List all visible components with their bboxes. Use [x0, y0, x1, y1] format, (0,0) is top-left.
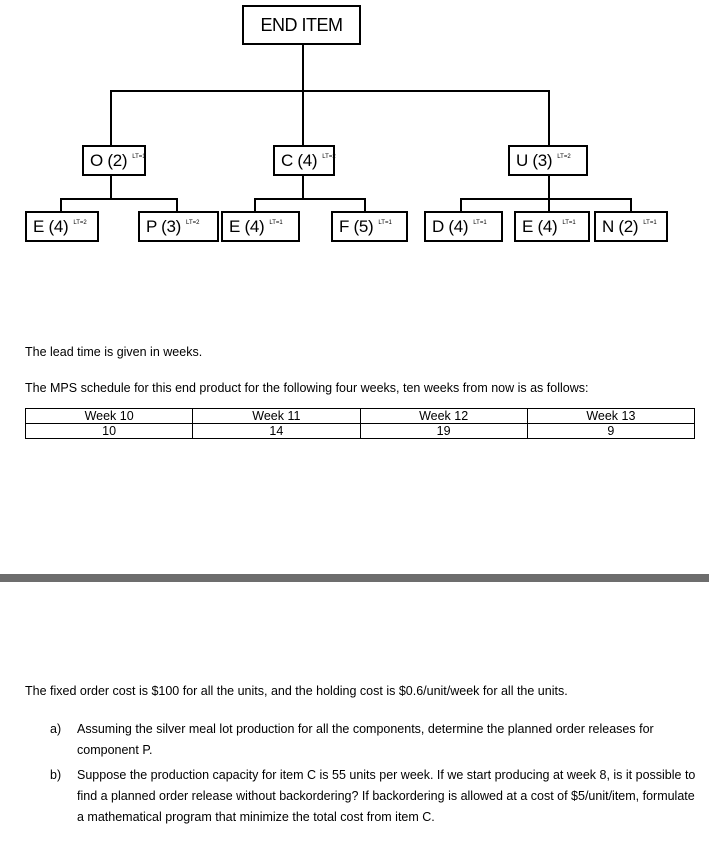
question-b-text: Suppose the production capacity for item C is 55 units per week. If we start producing at week 8, is it possible to find a planned order release without backordering? If backordering is allowed at a cost of $5/unit/item, formulate a mathematical program that minimize the total cost from item C.: [77, 768, 696, 824]
connector-o-bar: [60, 198, 178, 200]
connector-to-p: [176, 198, 178, 212]
mps-value-row: [26, 424, 695, 439]
connector-c-down: [302, 175, 304, 200]
bom-node-e-under-u: [514, 211, 590, 242]
connector-o-down: [110, 175, 112, 200]
bom-node-c: [273, 145, 335, 176]
section-divider: [0, 574, 709, 582]
question-b: [50, 765, 700, 828]
bom-node-name: D (4): [432, 216, 469, 236]
mps-header-cell: Week 11: [193, 409, 360, 424]
connector-to-e1: [60, 198, 62, 212]
bom-node-name: E (4): [522, 216, 558, 236]
mps-header-cell: Week 10: [26, 409, 193, 424]
connector-to-f: [364, 198, 366, 212]
bom-node-name: C (4): [281, 150, 318, 170]
lead-time-label: LT=1: [562, 219, 576, 226]
bom-node-o: [82, 145, 146, 176]
lead-time-label: LT=2: [322, 153, 336, 160]
bom-node-name: E (4): [229, 216, 265, 236]
lead-time-label: LT=2: [186, 219, 200, 226]
bom-node-e-under-c: [221, 211, 300, 242]
bom-node-name: P (3): [146, 216, 182, 236]
bom-node-name: N (2): [602, 216, 639, 236]
question-a-label: a): [50, 722, 62, 736]
bom-node-f: [331, 211, 408, 242]
bom-node-n: [594, 211, 668, 242]
mps-intro: The MPS schedule for this end product for the following four weeks, ten weeks from now is as follows:: [25, 381, 589, 395]
connector-to-d: [460, 198, 462, 212]
connector-u-bar: [460, 198, 632, 200]
lead-time-label: LT=1: [269, 219, 283, 226]
question-a-text: Assuming the silver meal lot production for all the components, determine the planned order releases for component P.: [77, 722, 654, 757]
mps-value-cell: 14: [193, 424, 360, 439]
cost-statement: The fixed order cost is $100 for all the units, and the holding cost is $0.6/unit/week for all the units.: [25, 684, 568, 698]
connector-to-n: [630, 198, 632, 212]
connector-to-c: [302, 90, 304, 146]
bom-node-name: O (2): [90, 150, 128, 170]
connector-level1-bar: [110, 90, 550, 92]
mps-header-cell: Week 13: [527, 409, 694, 424]
bom-node-name: E (4): [33, 216, 69, 236]
bom-node-u: [508, 145, 588, 176]
connector-to-e3: [548, 198, 550, 212]
lead-time-label: LT=2: [73, 219, 87, 226]
lead-time-label: LT=1: [132, 153, 146, 160]
mps-value-cell: 19: [360, 424, 527, 439]
connector-c-bar: [254, 198, 366, 200]
question-a: [50, 719, 700, 761]
bom-node-p: [138, 211, 219, 242]
lead-time-label: LT=1: [473, 219, 487, 226]
bom-node-e-under-o: [25, 211, 99, 242]
bom-node-name: U (3): [516, 150, 553, 170]
lead-time-label: LT=1: [378, 219, 392, 226]
mps-header-row: [26, 409, 695, 424]
connector-to-u: [548, 90, 550, 146]
mps-value-cell: 10: [26, 424, 193, 439]
bom-node-d: [424, 211, 503, 242]
question-b-label: b): [50, 768, 62, 782]
bom-node-name: F (5): [339, 216, 374, 236]
lead-time-note: The lead time is given in weeks.: [25, 345, 203, 359]
lead-time-label: LT=2: [557, 153, 571, 160]
lead-time-label: LT=1: [643, 219, 657, 226]
connector-end-item-down: [302, 44, 304, 91]
connector-to-e2: [254, 198, 256, 212]
mps-table: [25, 408, 695, 439]
mps-header-cell: Week 12: [360, 409, 527, 424]
connector-to-o: [110, 90, 112, 146]
connector-u-down: [548, 175, 550, 200]
mps-value-cell: 9: [527, 424, 694, 439]
end-item-label: END ITEM: [260, 14, 343, 35]
end-item-box: [242, 5, 361, 45]
